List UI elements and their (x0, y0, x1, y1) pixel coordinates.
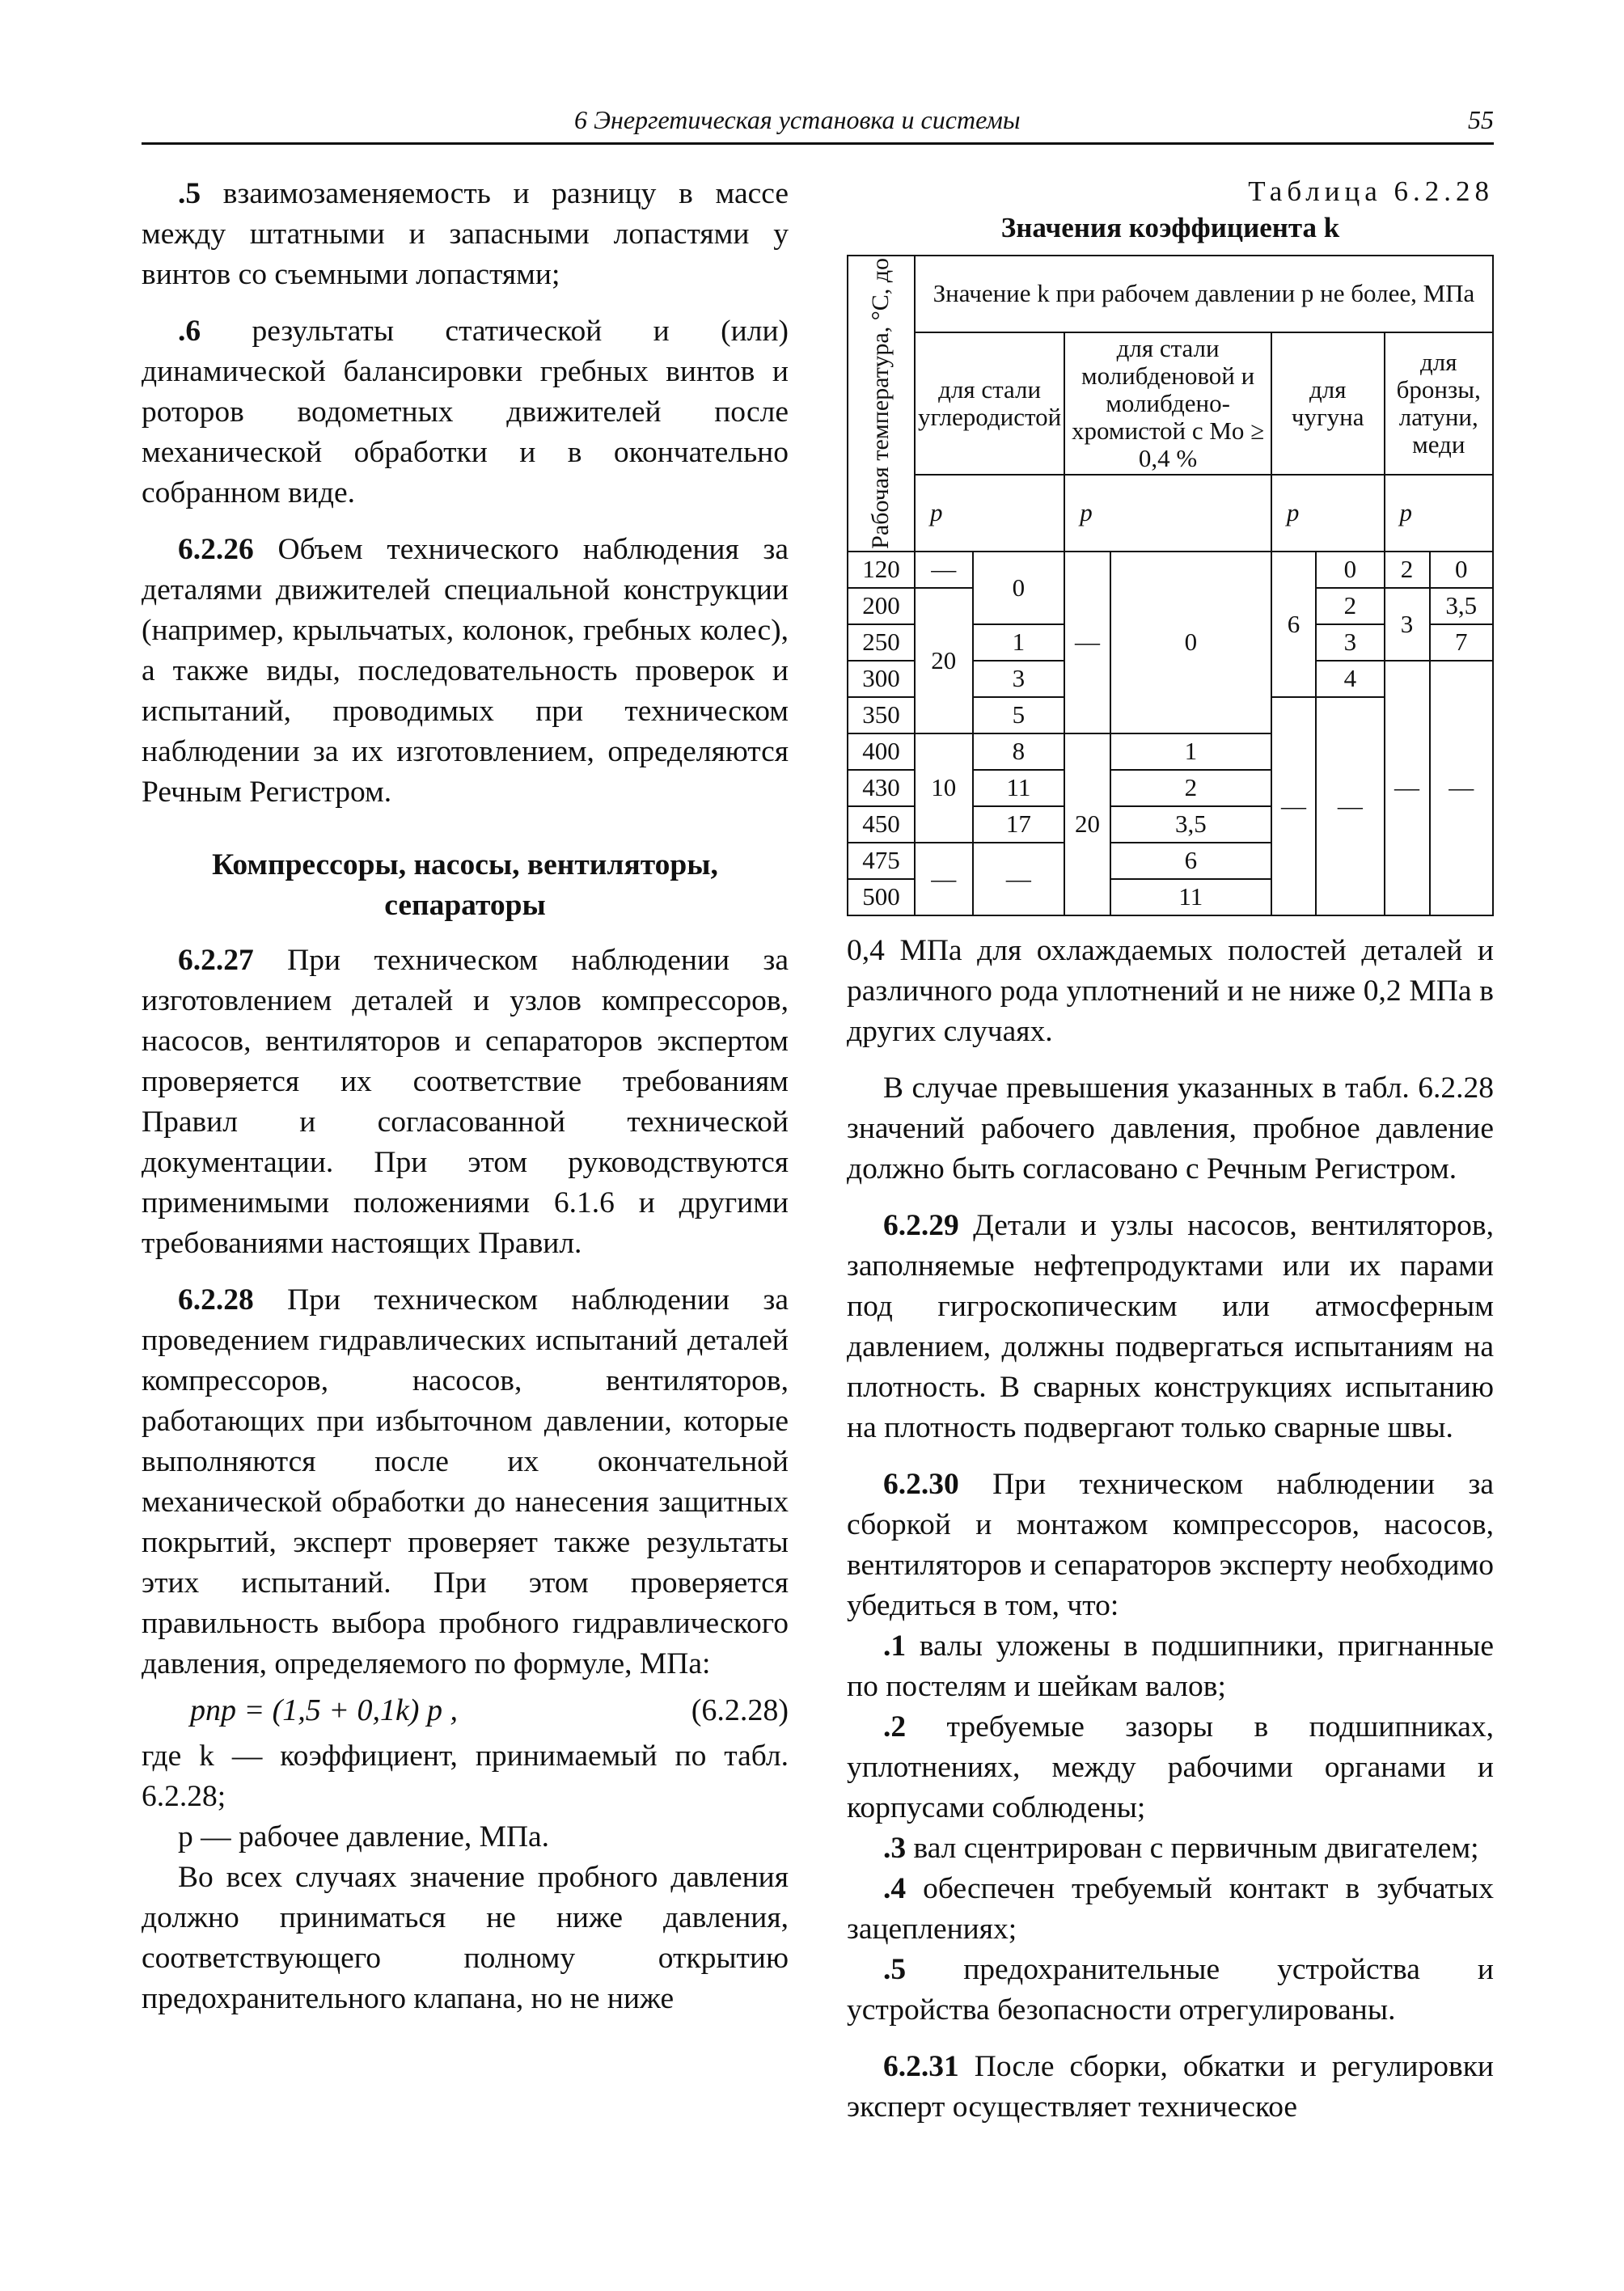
moly-p-cell: 20 (1064, 733, 1110, 915)
bronze-k-cell: 0 (1430, 552, 1493, 588)
clause-number: 6.2.30 (883, 1467, 959, 1501)
clause-text: При техническом наблюдении за проведением гидравлических испытаний деталей компрессоров, насосов, вентиляторов, работающих при избыточном давлении, которые выполняются после их окончательной механической обработки до нанесения защитных покрытий, эксперт проверяет также результаты этих испытаний. При этом проверяется правильность выбора пробного гидравлического давления, определяемого по формуле, МПа: (142, 1283, 789, 1680)
col-header-moly: для стали молибденовой и молибдено-хромистой с Mo ≥ 0,4 % (1064, 332, 1271, 475)
moly-p-cell: — (1064, 552, 1110, 733)
p-label: p (1064, 475, 1271, 552)
list-item (142, 174, 789, 295)
bronze-p-cell: 2 (1385, 552, 1430, 588)
item-number: .6 (178, 315, 201, 348)
bronze-k-cell: — (1430, 661, 1493, 915)
page-number: 55 (1468, 105, 1494, 134)
item-number: .1 (883, 1629, 907, 1663)
item-text: обеспечен требуемый контакт в зубчатых зацеплениях; (847, 1871, 1494, 1946)
item-number: .4 (883, 1871, 907, 1905)
running-header (142, 105, 1494, 145)
exceed-paragraph: В случае превышения указанных в табл. 6.2.28 значений рабочего давления, пробное давление должно быть согласовано с Речным Регистром. (847, 1071, 1494, 1186)
bronze-p-cell: 3 (1385, 588, 1430, 661)
formula (142, 1684, 789, 1736)
section-title: 6 Энергетическая установка и системы (574, 105, 1021, 134)
iron-p-cell: 6 (1271, 552, 1316, 697)
carbon-k-cell: 1 (973, 624, 1065, 661)
carbon-p-cell: — (915, 843, 973, 915)
formula-number: (6.2.28) (691, 1693, 789, 1727)
temp-cell: 400 (848, 733, 915, 770)
item-number: .3 (883, 1831, 907, 1865)
temp-cell: 500 (848, 879, 915, 915)
clause-number: 6.2.28 (178, 1283, 254, 1317)
paragraph-6-2-27 (142, 940, 789, 1264)
clause-number: 6.2.27 (178, 944, 254, 977)
moly-k-cell: 6 (1110, 843, 1271, 879)
formula-expression: pпр = (1,5 + 0,1k) p , (190, 1693, 458, 1727)
right-column (847, 174, 1494, 2144)
item-number: .5 (883, 1952, 907, 1986)
iron-k-cell: 3 (1316, 624, 1384, 661)
bronze-p-cell: — (1385, 661, 1430, 915)
item-number: .2 (883, 1710, 907, 1744)
carbon-k-cell: — (973, 843, 1065, 915)
carbon-p-cell: 20 (915, 588, 973, 733)
table-title: Значения коэффициента k (1000, 212, 1340, 243)
item-text: вал сцентрирован с первичным двигателем; (906, 1831, 1479, 1865)
item-text: взаимозаменяемость и разницу в массе между штатными и запасными лопастями у винтов со съемными лопастями; (142, 177, 789, 291)
temp-cell: 475 (848, 843, 915, 879)
list-item (847, 1626, 1494, 1707)
iron-k-cell: 4 (1316, 661, 1384, 697)
temp-cell: 250 (848, 624, 915, 661)
bronze-k-cell: 3,5 (1430, 588, 1493, 624)
iron-k-cell: — (1316, 697, 1384, 915)
iron-k-cell: 2 (1316, 588, 1384, 624)
bronze-k-cell: 7 (1430, 624, 1493, 661)
list-item (847, 1869, 1494, 1950)
carbon-k-cell: 11 (973, 770, 1065, 806)
carbon-k-cell: 8 (973, 733, 1065, 770)
paragraph-6-2-26 (142, 530, 789, 813)
carbon-k-cell: 3 (973, 661, 1065, 697)
final-paragraph: Во всех случаях значение пробного давления должно приниматься не ниже давления, соответствующего полному открытию предохранительного клапана, но не ниже (142, 1861, 789, 2015)
col-header-iron: для чугуна (1271, 332, 1385, 475)
list-item (142, 311, 789, 514)
temp-cell: 120 (848, 552, 915, 588)
table-caption: Таблица 6.2.28 (1248, 175, 1494, 207)
col-header-bronze: для бронзы, латуни, меди (1385, 332, 1494, 475)
clause-text: Объем технического наблюдения за деталями движителей специальной конструкции (например, крыльчатых, колонок, гребных колес), а также виды, последовательность проверок и испытаний, проводимых при техническом наблюдении за их изготовлением, определяются Речным Регистром. (142, 533, 789, 809)
paragraph-6-2-31 (847, 2047, 1494, 2128)
col-header-carbon: для стали углеродистой (915, 332, 1064, 475)
item-number: .5 (178, 177, 201, 210)
carbon-p-cell: 10 (915, 733, 973, 843)
iron-k-cell: 0 (1316, 552, 1384, 588)
clause-text: При техническом наблюдении за изготовлением деталей и узлов компрессоров, насосов, вентиляторов и сепараторов экспертом проверяется их соответствие требованиям Правил и согласованной технической документации. При этом руководствуются применимыми положениями 6.1.6 и другими требованиями настоящих Правил. (142, 944, 789, 1260)
clause-text: Детали и узлы насосов, вентиляторов, заполняемые нефтепродуктами или их парами под гигроскопическим или атмосферным давлением, должны подвергаться испытаниям на плотность. В сварных конструкциях испытанию на плотность подвергают только сварные швы. (847, 1208, 1494, 1444)
paragraph-6-2-30 (847, 1465, 1494, 1626)
carbon-p-cell: — (915, 552, 973, 588)
clause-text: После сборки, обкатки и регулировки эксперт осуществляет техническое (847, 2049, 1494, 2124)
list-item (847, 1828, 1494, 1869)
continuation-paragraph: 0,4 МПа для охлаждаемых полостей деталей и различного рода уплотнений и не ниже 0,2 МПа в других случаях. (847, 933, 1494, 1048)
temperature-header-cell (848, 256, 915, 552)
p-label: p (1271, 475, 1385, 552)
item-text: результаты статической и (или) динамической балансировки гребных винтов и роторов водометных движителей после механической обработки и в окончательно собранном виде. (142, 315, 789, 509)
where-k: где k — коэффициент, принимаемый по табл. 6.2.28; (142, 1739, 789, 1813)
clause-number: 6.2.31 (883, 2049, 959, 2083)
coefficient-table (847, 255, 1494, 916)
temp-cell: 300 (848, 661, 915, 697)
carbon-k-cell: 17 (973, 806, 1065, 843)
list-item (847, 1950, 1494, 2031)
carbon-k-cell: 5 (973, 697, 1065, 733)
temp-cell: 430 (848, 770, 915, 806)
moly-k-cell: 0 (1110, 552, 1271, 733)
where-p: p — рабочее давление, МПа. (178, 1820, 550, 1854)
item-text: требуемые зазоры в подшипниках, уплотнениях, между рабочими органами и корпусами соблюдены; (847, 1710, 1494, 1824)
clause-text: При техническом наблюдении за сборкой и монтажом компрессоров, насосов, вентиляторов и сепараторов эксперту необходимо убедиться в том, что: (847, 1467, 1494, 1622)
moly-k-cell: 1 (1110, 733, 1271, 770)
carbon-k-cell: 0 (973, 552, 1065, 624)
clause-number: 6.2.29 (883, 1208, 959, 1242)
left-column (142, 174, 789, 2035)
temp-cell: 450 (848, 806, 915, 843)
temp-cell: 200 (848, 588, 915, 624)
temp-cell: 350 (848, 697, 915, 733)
paragraph-6-2-28 (142, 1280, 789, 1684)
p-label: p (1385, 475, 1494, 552)
p-label: p (915, 475, 1064, 552)
temperature-header: Рабочая температура, °С, до (867, 258, 894, 549)
item-text: валы уложены в подшипники, пригнанные по постелям и шейкам валов; (847, 1629, 1494, 1703)
moly-k-cell: 3,5 (1110, 806, 1271, 843)
section-heading: Компрессоры, насосы, вентиляторы, сепараторы (212, 848, 718, 922)
item-text: предохранительные устройства и устройства безопасности отрегулированы. (847, 1952, 1494, 2027)
group-header: Значение k при рабочем давлении p не более, МПа (915, 256, 1493, 332)
clause-number: 6.2.26 (178, 533, 254, 566)
moly-k-cell: 11 (1110, 879, 1271, 915)
moly-k-cell: 2 (1110, 770, 1271, 806)
iron-p-cell: — (1271, 697, 1316, 915)
paragraph-6-2-29 (847, 1206, 1494, 1448)
list-item (847, 1707, 1494, 1828)
